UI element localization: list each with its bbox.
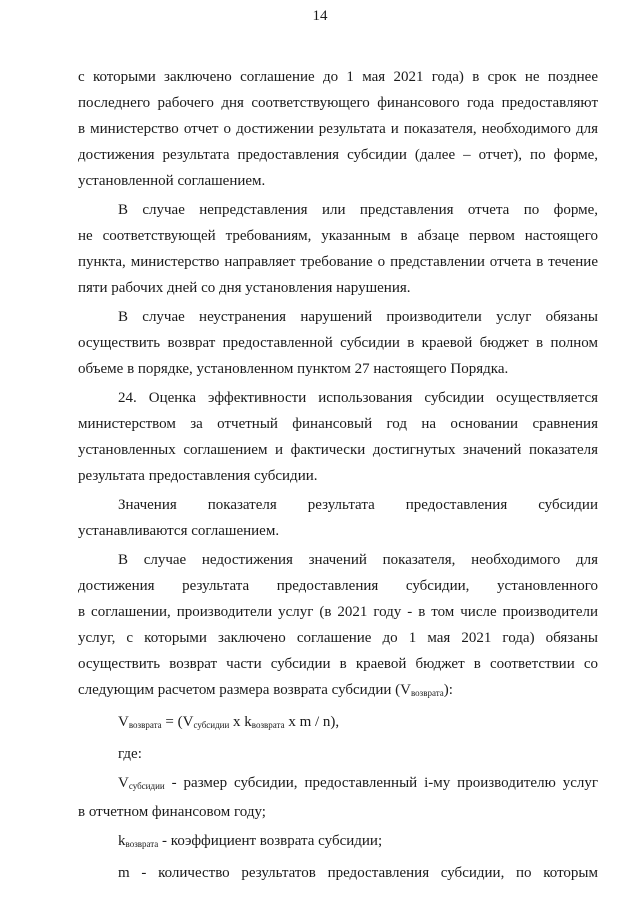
text-line: министерством за отчетный финансовый год на основании сравнения <box>78 416 598 432</box>
text-line: устанавливаются соглашением. <box>78 523 280 539</box>
subscript: субсидии <box>193 720 230 730</box>
text-line: в соглашении, производители услуг (в 2021 году - в том числе производители <box>78 604 598 620</box>
text-fragment: ): <box>443 682 453 698</box>
paragraph-efficiency-assessment <box>78 385 598 489</box>
text-line: осуществить возврат предоставленной субсидии в краевой бюджет в полном <box>78 335 598 351</box>
document-body <box>78 64 598 886</box>
text-fragment: следующим расчетом размера возврата субсидии (V <box>78 682 411 698</box>
formula-text: x m / n), <box>284 714 340 730</box>
formula-text: = (V <box>161 714 194 730</box>
text-line: результата предоставления субсидии. <box>78 468 318 484</box>
subscript: возврата <box>251 720 285 730</box>
text-line: не соответствующей требованиям, указанным в абзаце первом настоящего <box>78 228 598 244</box>
text-line: пункта, министерство направляет требование о представлении отчета в течение <box>78 254 598 270</box>
text-line <box>78 677 598 706</box>
refund-formula <box>78 709 598 738</box>
text-line: В случае непредставления или представления отчета по форме, <box>118 202 598 218</box>
where-label: где: <box>118 746 142 762</box>
text-fragment: - размер субсидии, предоставленный i-му производителю услуг <box>164 775 598 791</box>
text-line: услуг, с которыми заключено соглашение до 1 мая 2021 года) обязаны <box>78 630 598 646</box>
text-line: достижения результата предоставления субсидии (далее – отчет), по форме, <box>78 147 598 163</box>
formula-symbol: k <box>118 833 126 849</box>
subscript: субсидии <box>128 781 165 791</box>
formula-text: x k <box>229 714 252 730</box>
definition-results-count <box>78 860 598 886</box>
subscript: возврата <box>125 839 159 849</box>
text-line: установленных соглашением и фактически достигнутых значений показателя <box>78 442 598 458</box>
text-line: в министерство отчет о достижении результата и показателя, необходимого для <box>78 121 598 137</box>
text-line: 24. Оценка эффективности использования субсидии осуществляется <box>118 390 598 406</box>
text-line: с которыми заключено соглашение до 1 мая 2021 года) в срок не позднее <box>78 69 598 85</box>
paragraph-indicator-values <box>78 492 598 544</box>
paragraph-partial-refund <box>78 547 598 706</box>
text-line: установленной соглашением. <box>78 173 266 189</box>
text-line: последнего рабочего дня соответствующего финансового года предоставляют <box>78 95 598 111</box>
text-line: m - количество результатов предоставления субсидии, по которым <box>118 865 598 881</box>
definition-subsidy <box>78 770 598 825</box>
paragraph-report-deadline <box>78 64 598 194</box>
text-line: В случае недостижения значений показателя, необходимого для <box>118 552 598 568</box>
subscript: возврата <box>128 720 162 730</box>
text-line <box>78 770 598 799</box>
page-number: 14 <box>312 8 328 24</box>
formula-symbol: V <box>118 714 129 730</box>
formula-symbol: V <box>118 775 129 791</box>
text-line: в отчетном финансовом году; <box>78 804 266 820</box>
text-fragment: - коэффициент возврата субсидии; <box>158 833 383 849</box>
text-line: В случае неустранения нарушений производители услуг обязаны <box>118 309 598 325</box>
text-line: достижения результата предоставления субсидии, установленного <box>78 578 598 594</box>
definition-coefficient <box>78 828 598 857</box>
subscript: возврата <box>410 688 444 698</box>
text-line: осуществить возврат части субсидии в краевой бюджет в соответствии со <box>78 656 598 672</box>
text-line: Значения показателя результата предоставления субсидии <box>118 497 598 513</box>
paragraph-report-failure <box>78 197 598 301</box>
text-line: объеме в порядке, установленном пунктом 27 настоящего Порядка. <box>78 361 509 377</box>
text-line: пяти рабочих дней со дня установления нарушения. <box>78 280 411 296</box>
paragraph-violation-refund <box>78 304 598 382</box>
